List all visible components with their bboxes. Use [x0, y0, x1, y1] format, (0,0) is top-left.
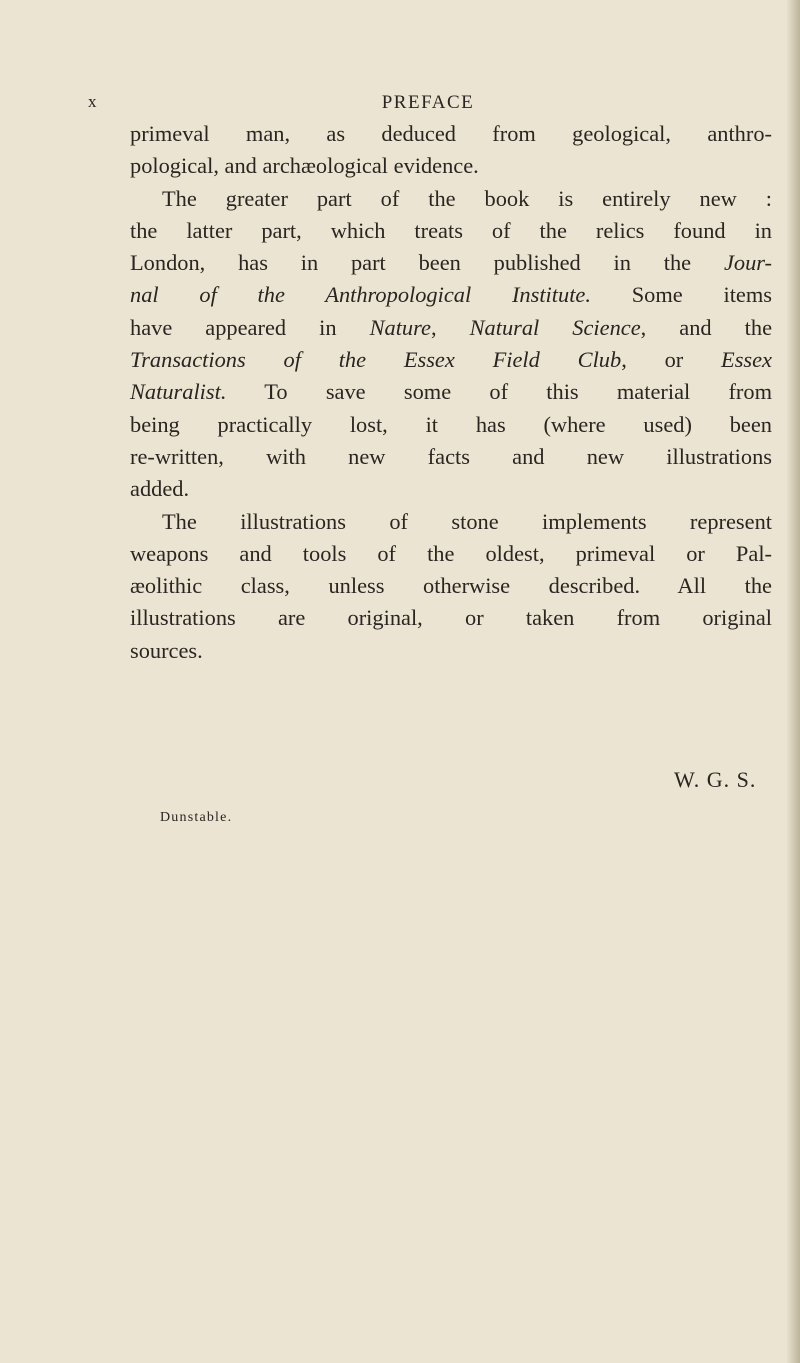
- text-line: being practically lost, it has (where used) been: [130, 411, 772, 437]
- author-initials: W. G. S.: [674, 767, 757, 792]
- text-line: have appeared in Nature, Natural Science, and the: [130, 314, 773, 340]
- text-line: sources.: [130, 637, 203, 663]
- text-line: weapons and tools of the oldest, primeval or Pal-: [130, 540, 772, 566]
- place-line: Dunstable.: [160, 810, 233, 825]
- preface-body: [130, 118, 772, 667]
- text-line: re-written, with new facts and new illustrations: [130, 443, 772, 469]
- text-line: pological, and archæological evidence.: [130, 153, 479, 179]
- text-line: Naturalist. To save some of this material from: [130, 379, 772, 405]
- text-line: æolithic class, unless otherwise described. All the: [130, 573, 772, 599]
- text-line: Transactions of the Essex Field Club, or Essex: [130, 347, 772, 373]
- text-line: added.: [130, 476, 190, 502]
- running-head: [88, 92, 768, 116]
- text-line: illustrations are original, or taken from original: [130, 605, 772, 631]
- text-line: primeval man, as deduced from geological, anthro-: [130, 121, 772, 146]
- text-line: nal of the Anthropological Institute. Some items: [130, 282, 772, 308]
- page-edge-shadow: [786, 0, 800, 1363]
- text-line: The illustrations of stone implements represent: [162, 508, 772, 534]
- text-line: London, has in part been published in the Jour-: [130, 250, 772, 276]
- text-line: The greater part of the book is entirely new :: [162, 185, 772, 211]
- page-title: PREFACE: [381, 92, 475, 113]
- page-number: x: [88, 92, 98, 111]
- text-line: the latter part, which treats of the relics found in: [130, 217, 772, 243]
